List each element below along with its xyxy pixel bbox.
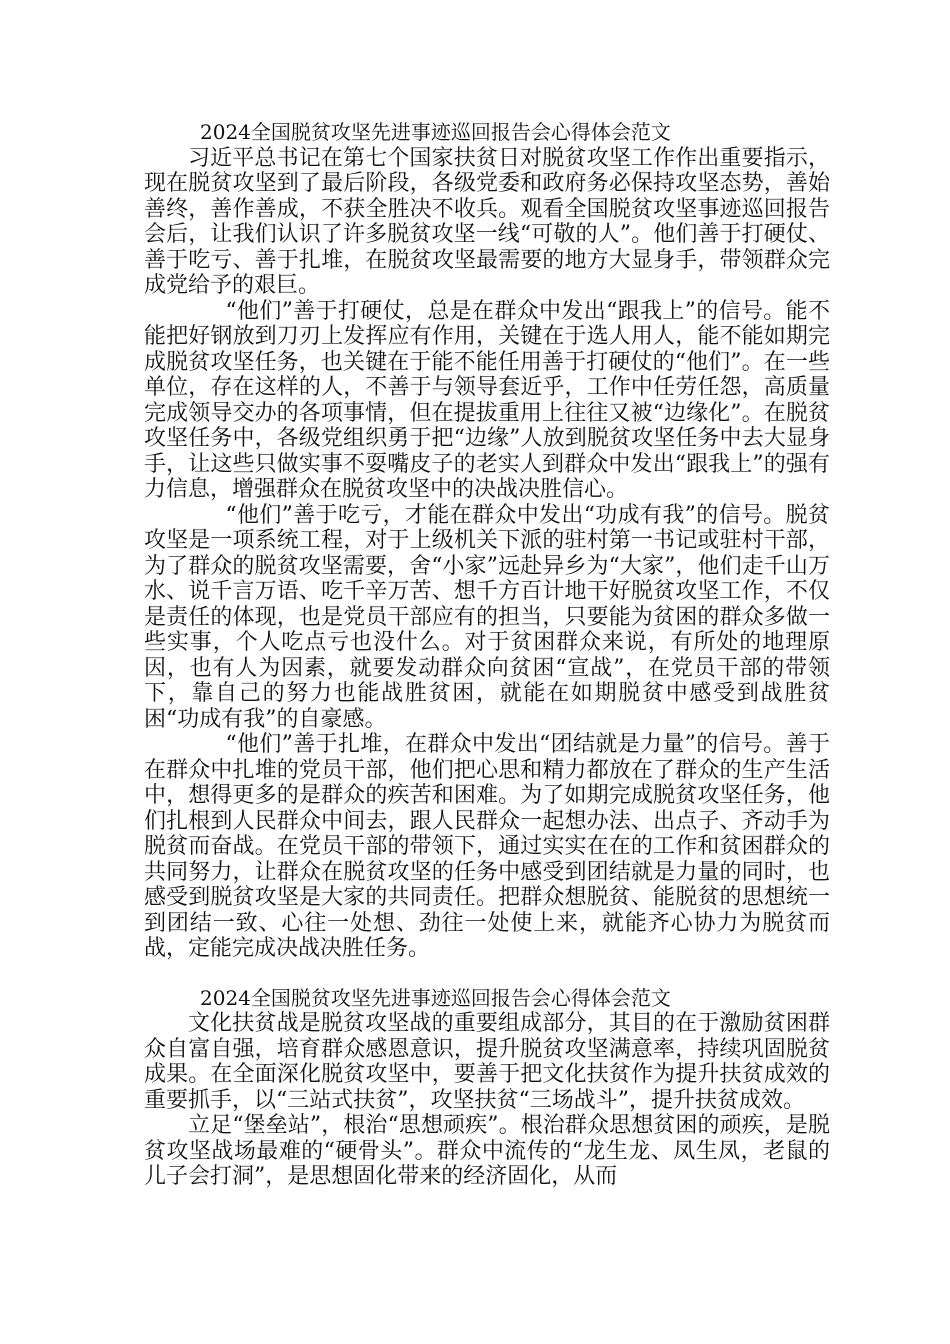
section-2-paragraph-1: 文化扶贫战是脱贫攻坚战的重要组成部分，其目的在于激励贫困群众自富自强，培育群众感恩意识，提升脱贫攻坚满意率，持续巩固脱贫成果。在全面深化脱贫攻坚中，要善于把文化扶贫作为提升扶贫成效的重要抓手，以“三站式扶贫”，攻坚扶贫“三场战斗”，提升扶贫成效。 bbox=[144, 1011, 830, 1113]
section-1-paragraph-2: “他们”善于打硬仗，总是在群众中发出“跟我上”的信号。能不能把好钢放到刀刃上发挥应有作用，关键在于选人用人，能不能如期完成脱贫攻坚任务，也关键在于能不能任用善于打硬仗的“他们”。在一些单位，存在这样的人，不善于与领导套近乎，工作中任劳任怨，高质量完成领导交办的各项事情，但在提拔重用上往往又被“边缘化”。在脱贫攻坚任务中，各级党组织勇于把“边缘”人放到脱贫攻坚任务中去大显身手，让这些只做实事不耍嘴皮子的老实人到群众中发出“跟我上”的强有力信息，增强群众在脱贫攻坚中的决战决胜信心。 bbox=[144, 298, 830, 502]
section-2-title: 2024全国脱贫攻坚先进事迹巡回报告会心得体会范文 bbox=[200, 985, 671, 1010]
section-1-paragraph-1: 习近平总书记在第七个国家扶贫日对脱贫攻坚工作作出重要指示，现在脱贫攻坚到了最后阶段，各级党委和政府务必保持攻坚态势，善始善终，善作善成，不获全胜决不收兵。观看全国脱贫攻坚事迹巡回报告会后，让我们认识了许多脱贫攻坚一线“可敬的人”。他们善于打硬仗、善于吃亏、善于扎堆，在脱贫攻坚最需要的地方大显身手，带领群众完成党给予的艰巨。 bbox=[144, 145, 830, 298]
section-2-paragraph-2: 立足“堡垒站”，根治“思想顽疾”。根治群众思想贫困的顽疾，是脱贫攻坚战场最难的“硬骨头”。群众中流传的“龙生龙、凤生凤，老鼠的儿子会打洞”，是思想固化带来的经济固化，从而 bbox=[144, 1113, 830, 1189]
section-1-paragraph-3: “他们”善于吃亏，才能在群众中发出“功成有我”的信号。脱贫攻坚是一项系统工程，对于上级机关下派的驻村第一书记或驻村干部，为了群众的脱贫攻坚需要，舍“小家”远赴异乡为“大家”，他们走千山万水、说千言万语、吃千辛万苦、想千方百计地干好脱贫攻坚工作，不仅是责任的体现，也是党员干部应有的担当，只要能为贫困的群众多做一些实事，个人吃点亏也没什么。对于贫困群众来说，有所处的地理原因，也有人为因素，就要发动群众向贫困“宣战”，在党员干部的带领下，靠自己的努力也能战胜贫困，就能在如期脱贫中感受到战胜贫困“功成有我”的自豪感。 bbox=[144, 502, 830, 732]
section-1-paragraph-4: “他们”善于扎堆，在群众中发出“团结就是力量”的信号。善于在群众中扎堆的党员干部，他们把心思和精力都放在了群众的生产生活中，想得更多的是群众的疾苦和困难。为了如期完成脱贫攻坚任务，他们扎根到人民群众中间去，跟人民群众一起想办法、出点子、齐动手为脱贫而奋战。在党员干部的带领下，通过实实在在的工作和贫困群众的共同努力，让群众在脱贫攻坚的任务中感受到团结就是力量的同时，也感受到脱贫攻坚是大家的共同责任。把群众想脱贫、能脱贫的思想统一到团结一致、心往一处想、劲往一处使上来，就能齐心协力为脱贫而战，定能完成决战决胜任务。 bbox=[144, 732, 830, 961]
section-1-title: 2024全国脱贫攻坚先进事迹巡回报告会心得体会范文 bbox=[200, 120, 671, 144]
document-body bbox=[144, 120, 830, 1190]
section-divider bbox=[144, 962, 830, 986]
